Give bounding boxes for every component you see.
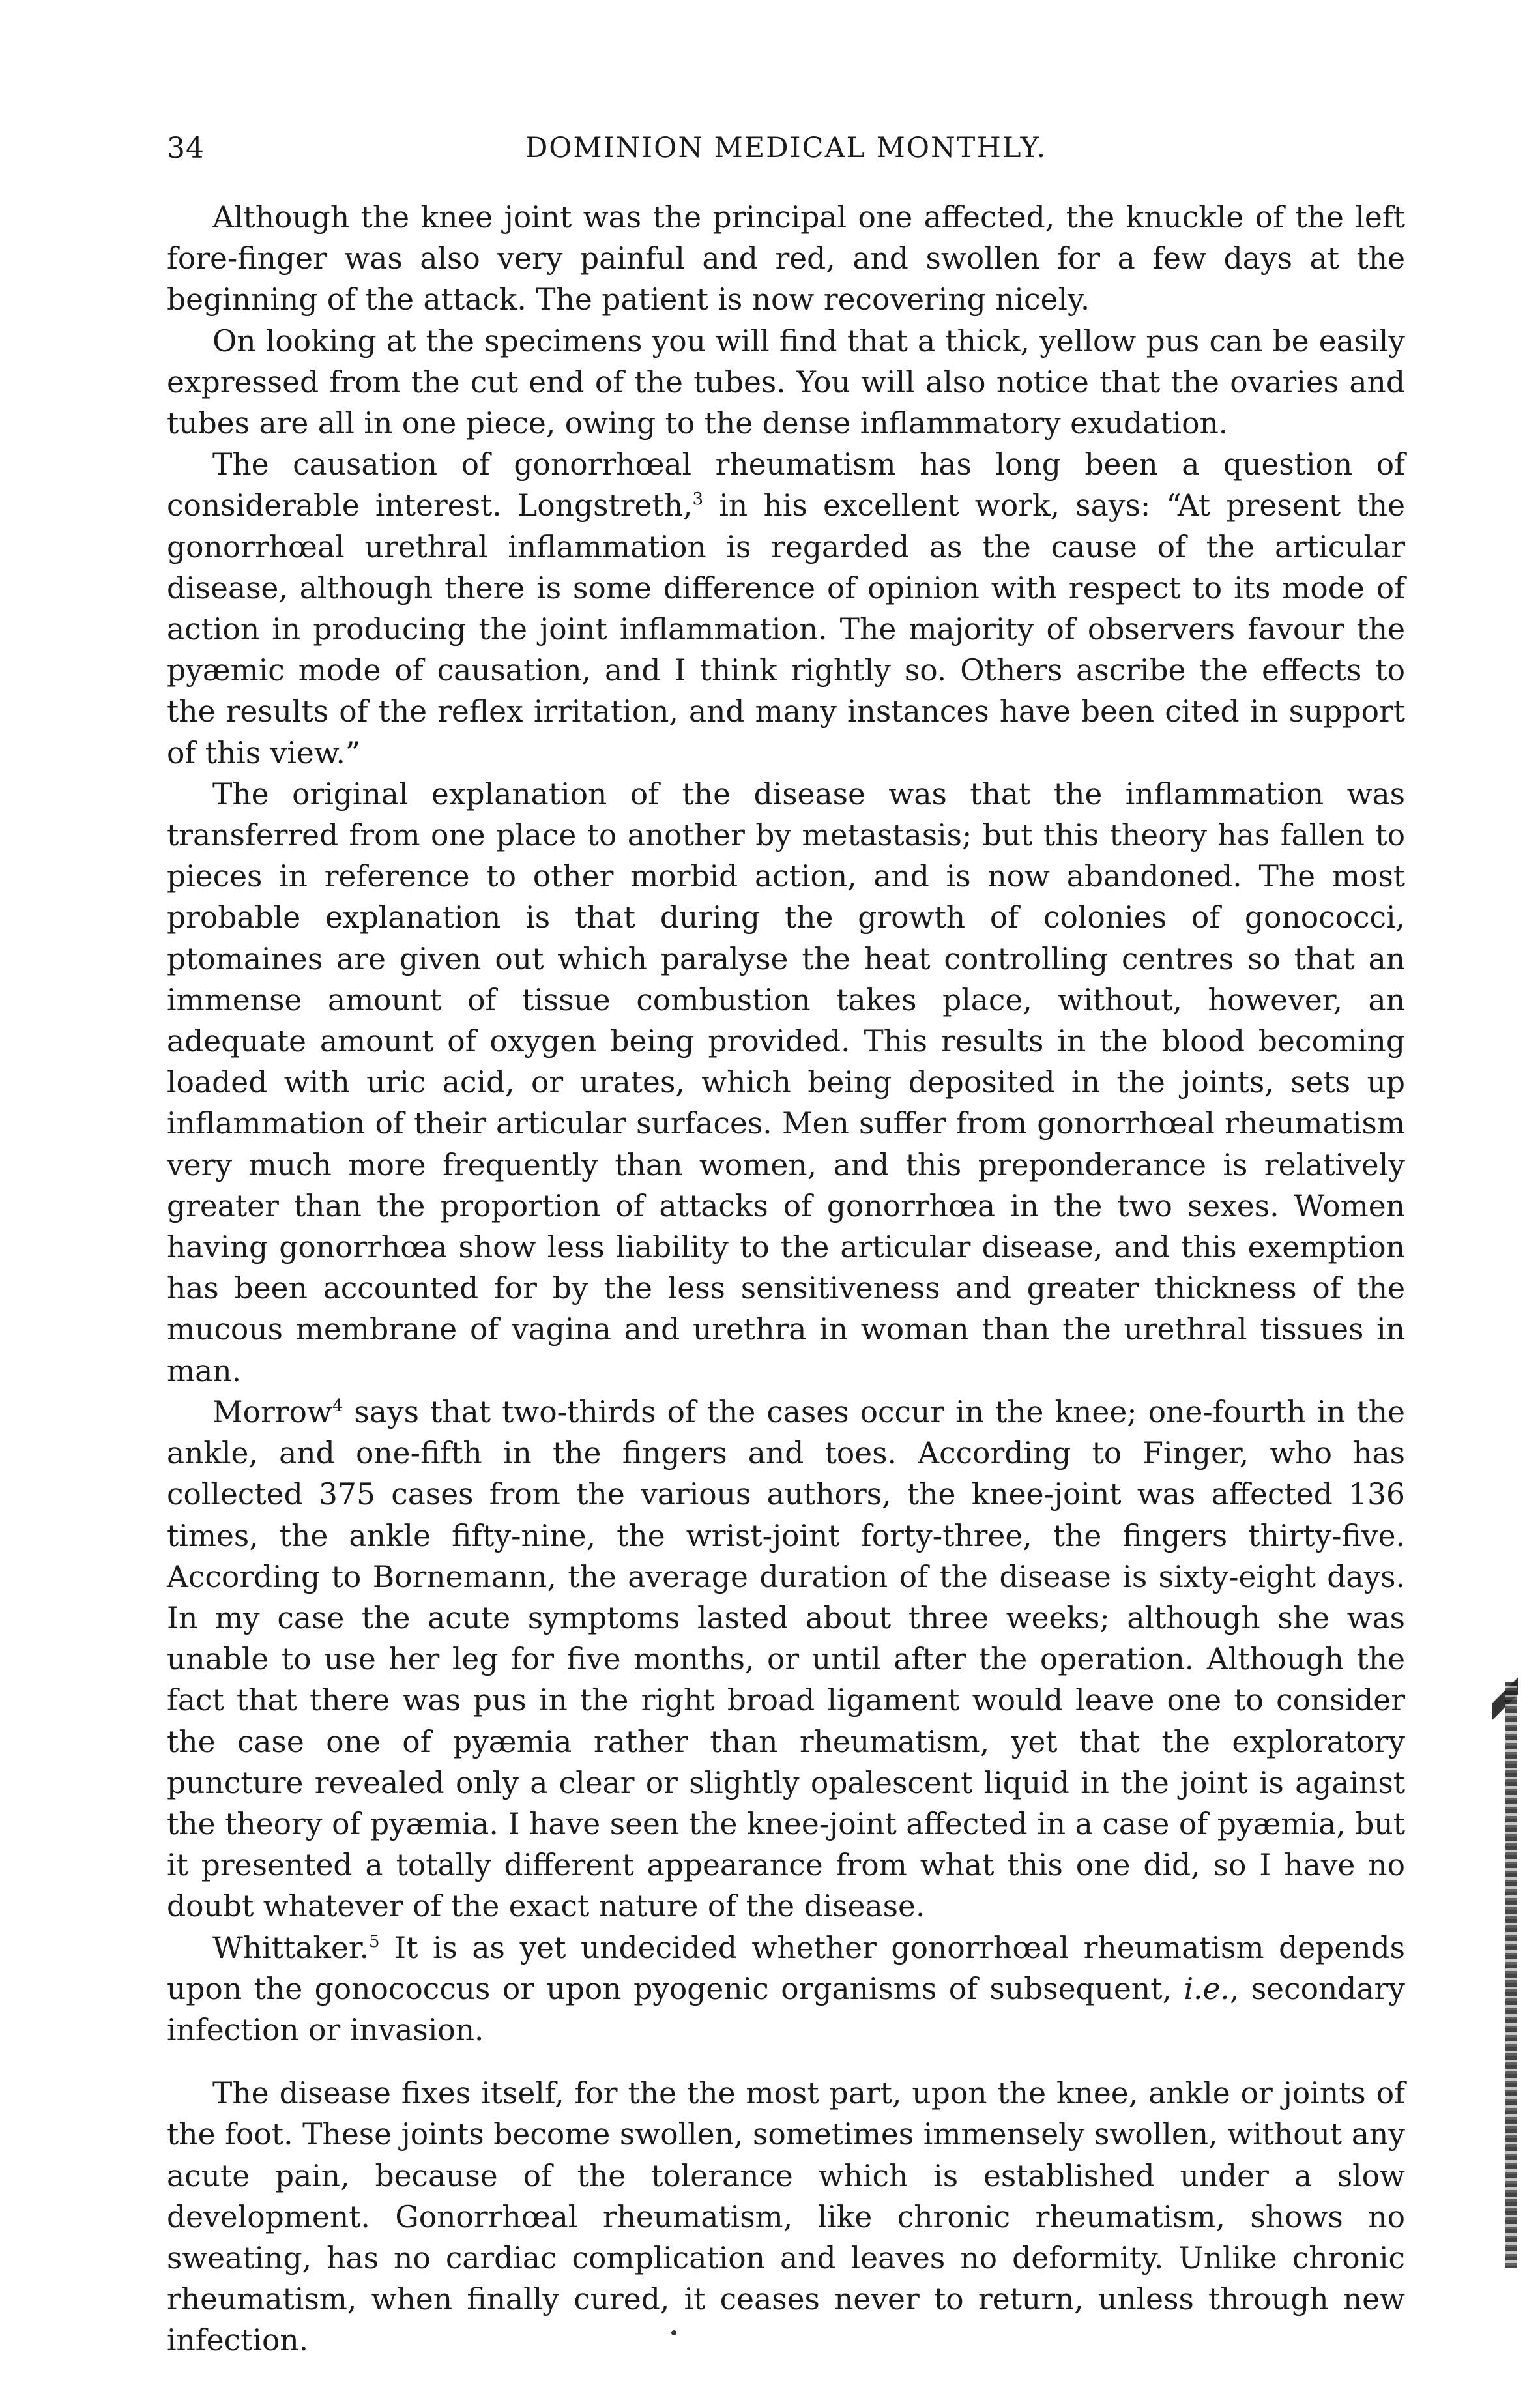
paragraph-4 xyxy=(167,774,1405,1392)
article-body xyxy=(167,197,1405,2361)
paragraph-text: , secondary infection or invasion. xyxy=(167,1971,1405,2047)
paragraph-2 xyxy=(167,321,1405,445)
paragraph-text: Morrow xyxy=(212,1394,332,1429)
paragraph-3 xyxy=(167,444,1405,774)
footer-mark xyxy=(671,2330,676,2335)
paragraph-text: The causation of gonorrhœal rheumatism has long been a question of considerable interest. Longstreth, xyxy=(167,447,1405,523)
page-number: 34 xyxy=(167,132,205,165)
paragraph-text: says that two-thirds of the cases occur in the knee; one-fourth in the ankle, and one-fifth in the fingers and toes. According to Finger, who has collected 375 cases from the various authors, the knee-joint was affected 136 times, the ankle fifty-nine, the wrist-joint forty-three, the fingers thirty-five. According to Bornemann, the average duration of the disease is sixty-eight days. In my case the acute symptoms lasted about three weeks; although she was unable to use her leg for five months, or until after the operation. Although the fact that there was pus in the right broad ligament would leave one to consider the case one of pyæmia rather than rheumatism, yet that the exploratory puncture revealed only a clear or slightly opalescent liquid in the joint is against the theory of pyæmia. I have seen the knee-joint affected in a case of pyæmia, but it presented a totally different appearance from what this one did, so I have no doubt whatever of the exact nature of the disease. xyxy=(167,1394,1405,1924)
paragraph-text: The disease fixes itself, for the the most part, upon the knee, ankle or joints of the foot. These joints become swollen, sometimes immensely swollen, without any acute pain, because of the tolerance which is established under a slow development. Gonorrhœal rheumatism, like chronic rheumatism, shows no sweating, has no cardiac complication and leaves no deformity. Unlike chronic rheumatism, when finally cured, it ceases never to return, unless through new infection. xyxy=(167,2076,1405,2358)
page-edge-strip xyxy=(1505,1682,1517,2268)
paragraph-text: It is as yet undecided whether gonorrhœal rheumatism depends upon the gonococcus or upon pyogenic organisms of subsequent, xyxy=(167,1930,1405,2006)
page-header xyxy=(167,132,1405,184)
footnote-ref: 3 xyxy=(692,490,704,510)
footnote-ref: 5 xyxy=(369,1931,380,1952)
running-head: DOMINION MEDICAL MONTHLY. xyxy=(525,132,1047,164)
paragraph-text: On looking at the specimens you will find that a thick, yellow pus can be easily expressed from the cut end of the tubes. You will also notice that the ovaries and tubes are all in one piece, owing to the dense inflammatory exudation. xyxy=(167,323,1405,441)
paragraph-text: Whittaker. xyxy=(212,1930,370,1965)
paragraph-7 xyxy=(167,2073,1405,2361)
paragraph-5 xyxy=(167,1392,1405,1927)
paragraph-text: Although the knee joint was the principal one affected, the knuckle of the left fore-finger was also very painful and red, and swollen for a few days at the beginning of the attack. The patient is now recovering nicely. xyxy=(167,200,1405,317)
paragraph-6 xyxy=(167,1927,1405,2051)
paragraph-text: in his excellent work, says: “At present the gonorrhœal urethral inflammation is regarded as the cause of the articular disease, although there is some difference of opinion with respect to its mode of action in producing the joint inflammation. The majority of observers favour the pyæmic mode of causation, and I think rightly so. Others ascribe the effects to the results of the reflex irritation, and many instances have been cited in support of this view.” xyxy=(167,488,1405,770)
footnote-ref: 4 xyxy=(332,1396,343,1416)
abbreviation-italic: i.e. xyxy=(1184,1971,1230,2006)
paragraph-1 xyxy=(167,197,1405,321)
paragraph-text: The original explanation of the disease was that the inflammation was transferred from one place to another by metastasis; but this theory has fallen to pieces in reference to other morbid action, and is now abandoned. The most probable explanation is that during the growth of colonies of gonococci, ptomaines are given out which paralyse the heat controlling centres so that an immense amount of tissue combustion takes place, without, however, an adequate amount of oxygen being provided. This results in the blood becoming loaded with uric acid, or urates, which being deposited in the joints, sets up inflammation of their articular surfaces. Men suffer from gonorrhœal rheumatism very much more frequently than women, and this preponderance is relatively greater than the proportion of attacks of gonorrhœa in the two sexes. Women having gonorrhœa show less liability to the articular disease, and this exemption has been accounted for by the less sensitiveness and greater thickness of the mucous membrane of vagina and urethra in woman than the urethral tissues in man. xyxy=(167,776,1405,1388)
